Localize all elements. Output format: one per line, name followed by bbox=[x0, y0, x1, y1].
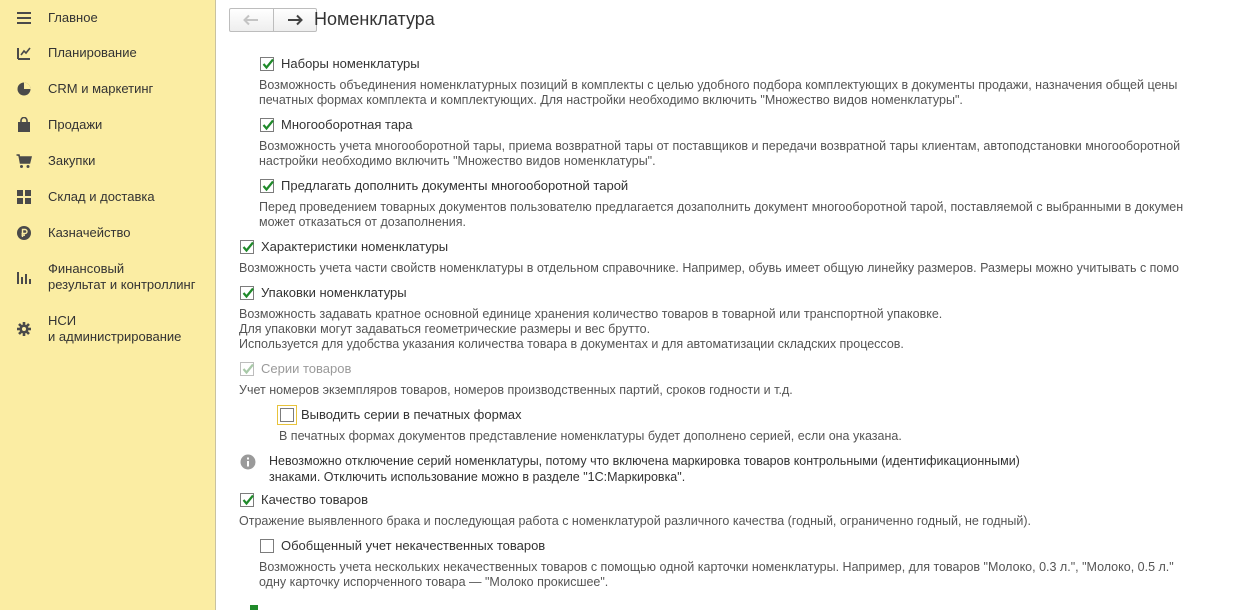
info-icon bbox=[240, 454, 256, 470]
option-description: Отражение выявленного брака и последующая работа с номенклатурой различного качества (годный, ограниченно годный, не годный). bbox=[239, 514, 1032, 528]
option-description: Возможность учета части свойств номенклатуры в отдельном справочнике. Например, обувь имеет общую линейку размеров. Размеры можно учитывать с помо bbox=[239, 261, 1179, 275]
checkmark-icon bbox=[241, 362, 255, 376]
option-description: Возможность учета нескольких некачественных товаров с помощью одной карточки номенклатуры. Например, для товаров "Молоко, 0.3 л.", "Молоко, 0.5 л." bbox=[259, 560, 1174, 574]
pie-chart-icon bbox=[16, 81, 32, 97]
option-description: может отказаться от дозаполнения. bbox=[259, 215, 466, 229]
option-description: настройки необходимо включить "Множество видов номенклатуры". bbox=[259, 154, 656, 168]
checkbox-quality[interactable] bbox=[240, 493, 254, 507]
option-label: Многооборотная тара bbox=[281, 117, 413, 132]
sidebar-item-sales[interactable] bbox=[0, 110, 215, 140]
option-description: Перед проведением товарных документов пользователю предлагается дозаполнить документ многооборотной тарой, поставляемой с выбранными в докумен bbox=[259, 200, 1184, 214]
sidebar-item-purchases[interactable] bbox=[0, 146, 215, 176]
option-description: печатных формах комплекта и комплектующих. Для настройки необходимо включить "Множество видов номенклатуры". bbox=[259, 93, 963, 107]
sidebar-item-label: Склад и доставка bbox=[48, 189, 155, 204]
option-label: Предлагать дополнить документы многооборотной тарой bbox=[281, 178, 629, 193]
sidebar-item-label: Главное bbox=[48, 10, 98, 25]
ruble-coin-icon bbox=[16, 225, 32, 241]
sidebar-item-label: Планирование bbox=[48, 45, 137, 60]
checkbox-characteristics[interactable] bbox=[240, 240, 254, 254]
forward-button[interactable] bbox=[273, 9, 317, 31]
option-label: Обобщенный учет некачественных товаров bbox=[281, 538, 546, 553]
main-content bbox=[216, 0, 1241, 610]
gear-icon bbox=[16, 321, 32, 337]
checkbox-series bbox=[240, 362, 254, 376]
cart-icon bbox=[16, 153, 32, 169]
checkmark-icon bbox=[261, 118, 275, 132]
bar-chart-icon bbox=[16, 269, 32, 285]
checkmark-icon bbox=[241, 240, 255, 254]
sidebar-item-planning[interactable] bbox=[0, 38, 215, 68]
checkbox-item-sets[interactable] bbox=[260, 57, 274, 71]
option-description: Возможность задавать кратное основной единице хранения количество товаров в товарной или транспортной упаковке. bbox=[239, 307, 943, 321]
planning-icon bbox=[16, 45, 32, 61]
checkmark-icon bbox=[261, 179, 275, 193]
sidebar bbox=[0, 0, 216, 610]
page-title: Номенклатура bbox=[314, 9, 435, 29]
back-button[interactable] bbox=[230, 9, 273, 31]
option-description: Возможность объединения номенклатурных позиций в комплекты с целью удобного подбора комплектующих в документы продажи, назначения общей цены bbox=[259, 78, 1178, 92]
checkbox-suggest-containers[interactable] bbox=[260, 179, 274, 193]
option-label: Качество товаров bbox=[261, 492, 368, 507]
warehouse-grid-icon bbox=[16, 189, 32, 205]
sidebar-item-label: Финансовый bbox=[48, 261, 125, 276]
option-label: Наборы номенклатуры bbox=[281, 56, 420, 71]
menu-icon bbox=[16, 10, 32, 26]
option-label: Упаковки номенклатуры bbox=[261, 285, 407, 300]
next-checkbox-edge bbox=[250, 605, 258, 610]
sidebar-item-label: CRM и маркетинг bbox=[48, 81, 154, 96]
sidebar-item-crm[interactable] bbox=[0, 74, 215, 104]
option-description: В печатных формах документов представление номенклатуры будет дополнено серией, если она указана. bbox=[279, 429, 902, 443]
checkbox-packaging[interactable] bbox=[240, 286, 254, 300]
info-message-line2: знаками. Отключить использование можно в разделе "1С:Маркировка". bbox=[269, 470, 686, 484]
sidebar-item-warehouse[interactable] bbox=[0, 182, 215, 212]
history-nav bbox=[229, 8, 317, 32]
sidebar-item-label: Закупки bbox=[48, 153, 96, 168]
sidebar-item-treasury[interactable] bbox=[0, 218, 215, 248]
sidebar-item-label: и администрирование bbox=[48, 329, 182, 344]
sidebar-item-main[interactable] bbox=[0, 2, 215, 32]
option-label: Характеристики номенклатуры bbox=[261, 239, 449, 254]
option-label: Выводить серии в печатных формах bbox=[301, 407, 522, 422]
sidebar-item-label: НСИ bbox=[48, 313, 77, 328]
sidebar-item-finance[interactable] bbox=[0, 256, 215, 296]
option-description: Для упаковки могут задаваться геометрические размеры и вес брутто. bbox=[239, 322, 651, 336]
option-description: одну карточку испорченного товара — "Молоко прокисшее". bbox=[259, 575, 609, 589]
checkbox-generalized-defective[interactable] bbox=[260, 539, 274, 553]
checkmark-icon bbox=[241, 286, 255, 300]
info-message-line1: Невозможно отключение серий номенклатуры, потому что включена маркировка товаров контрольными (идентификационными) bbox=[269, 454, 1020, 468]
sidebar-item-admin[interactable] bbox=[0, 308, 215, 348]
shopping-bag-icon bbox=[16, 117, 32, 133]
checkmark-icon bbox=[261, 57, 275, 71]
sidebar-item-label: Казначейство bbox=[48, 225, 131, 240]
arrow-right-icon bbox=[287, 14, 303, 26]
checkbox-print-series[interactable] bbox=[280, 408, 294, 422]
checkbox-returnable-containers[interactable] bbox=[260, 118, 274, 132]
sidebar-item-label: Продажи bbox=[48, 117, 103, 132]
option-label: Серии товаров bbox=[261, 361, 352, 376]
option-description: Возможность учета многооборотной тары, приема возвратной тары от поставщиков и передачи возвратной тары клиентам, автоподстановки многооборотной bbox=[259, 139, 1181, 153]
checkmark-icon bbox=[241, 493, 255, 507]
arrow-left-icon bbox=[243, 14, 259, 26]
option-description: Используется для удобства указания количества товара в документах и для автоматизации складских процессов. bbox=[239, 337, 904, 351]
option-description: Учет номеров экземпляров товаров, номеров производственных партий, сроков годности и т.д. bbox=[239, 383, 793, 397]
sidebar-item-label: результат и контроллинг bbox=[48, 277, 196, 292]
